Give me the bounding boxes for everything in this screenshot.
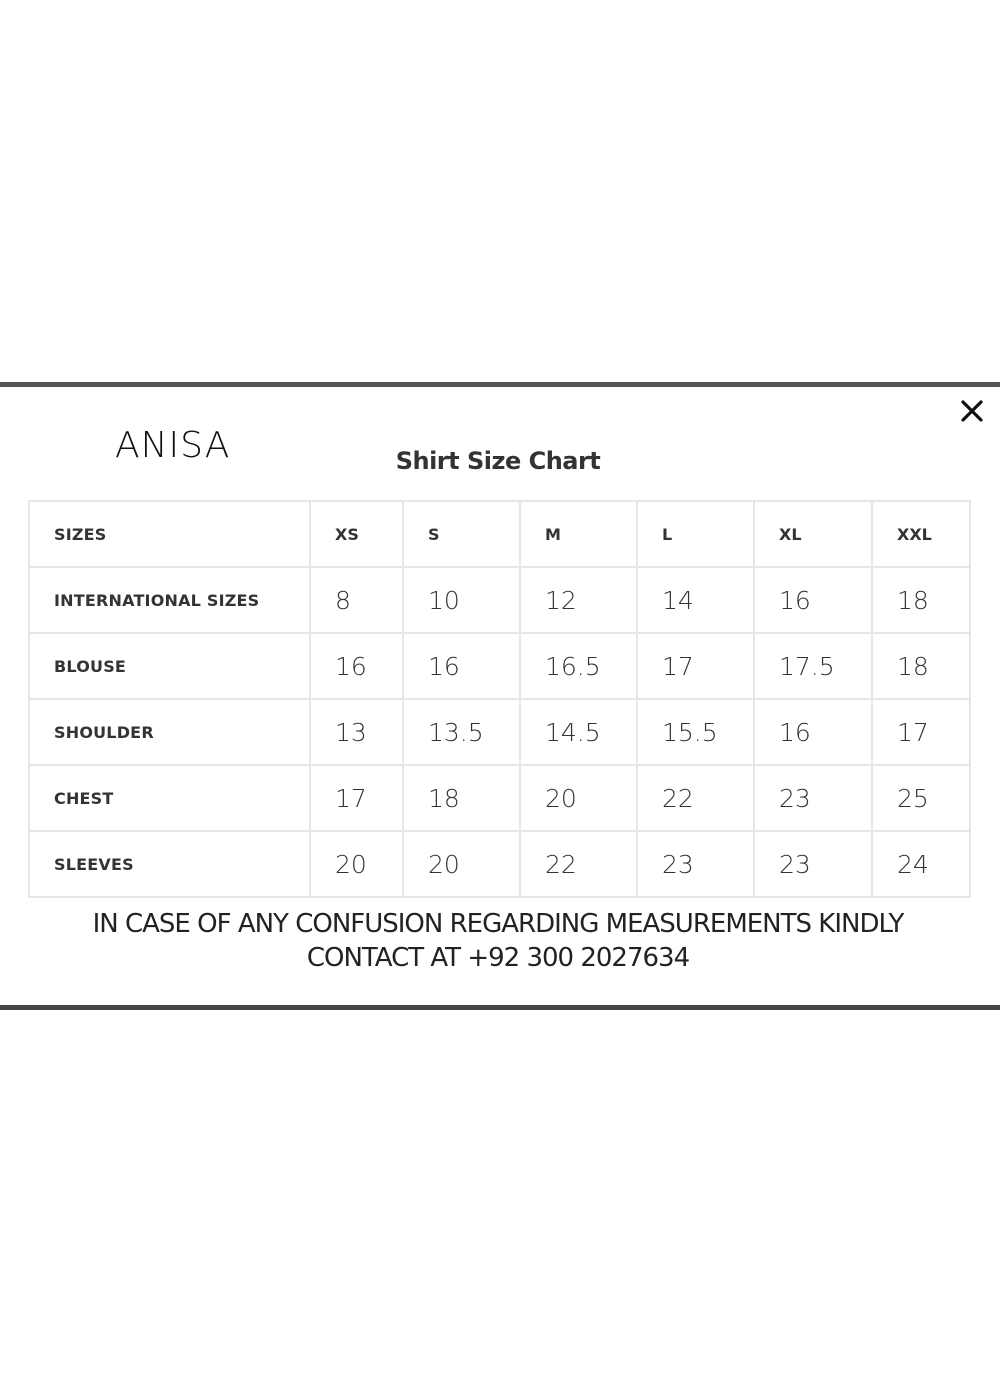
header-s: S <box>403 501 520 567</box>
table-cell: 20 <box>310 831 403 897</box>
table-row-shoulder <box>29 699 970 765</box>
table-row-international-sizes <box>29 567 970 633</box>
size-chart-modal <box>0 382 1000 1010</box>
table-cell: 18 <box>872 633 970 699</box>
table-cell: 23 <box>637 831 754 897</box>
table-cell: 16.5 <box>520 633 637 699</box>
table-header-row <box>29 501 970 567</box>
table-cell: 17.5 <box>754 633 872 699</box>
table-cell: 17 <box>310 765 403 831</box>
table-cell: 16 <box>754 567 872 633</box>
table-cell: 14 <box>637 567 754 633</box>
table-cell: 16 <box>310 633 403 699</box>
table-cell: 17 <box>872 699 970 765</box>
table-cell: 22 <box>637 765 754 831</box>
table-row-sleeves <box>29 831 970 897</box>
table-cell: 17 <box>637 633 754 699</box>
table-row-chest <box>29 765 970 831</box>
table-cell: 13 <box>310 699 403 765</box>
brand-logo: ANISA <box>115 425 231 466</box>
row-label: BLOUSE <box>29 633 310 699</box>
header-l: L <box>637 501 754 567</box>
table-cell: 23 <box>754 765 872 831</box>
table-cell: 24 <box>872 831 970 897</box>
table-cell: 20 <box>403 831 520 897</box>
table-cell: 10 <box>403 567 520 633</box>
table-cell: 8 <box>310 567 403 633</box>
table-cell: 20 <box>520 765 637 831</box>
header-xs: XS <box>310 501 403 567</box>
table-cell: 22 <box>520 831 637 897</box>
header-xxl: XXL <box>872 501 970 567</box>
table-cell: 18 <box>403 765 520 831</box>
row-label: INTERNATIONAL SIZES <box>29 567 310 633</box>
contact-note-line-2: CONTACT AT +92 300 2027634 <box>306 943 690 973</box>
table-cell: 15.5 <box>637 699 754 765</box>
contact-note-line-1: IN CASE OF ANY CONFUSION REGARDING MEASUREMENTS KINDLY <box>92 909 904 939</box>
close-icon <box>958 397 986 425</box>
contact-note <box>0 907 996 975</box>
table-cell: 23 <box>754 831 872 897</box>
close-button[interactable] <box>958 397 986 425</box>
size-table <box>28 500 971 898</box>
table-cell: 25 <box>872 765 970 831</box>
chart-title: Shirt Size Chart <box>395 447 601 475</box>
table-cell: 14.5 <box>520 699 637 765</box>
header-sizes: SIZES <box>29 501 310 567</box>
row-label: SHOULDER <box>29 699 310 765</box>
header-xl: XL <box>754 501 872 567</box>
row-label: CHEST <box>29 765 310 831</box>
table-cell: 18 <box>872 567 970 633</box>
table-cell: 16 <box>754 699 872 765</box>
table-cell: 13.5 <box>403 699 520 765</box>
table-cell: 16 <box>403 633 520 699</box>
row-label: SLEEVES <box>29 831 310 897</box>
table-row-blouse <box>29 633 970 699</box>
header-m: M <box>520 501 637 567</box>
table-cell: 12 <box>520 567 637 633</box>
